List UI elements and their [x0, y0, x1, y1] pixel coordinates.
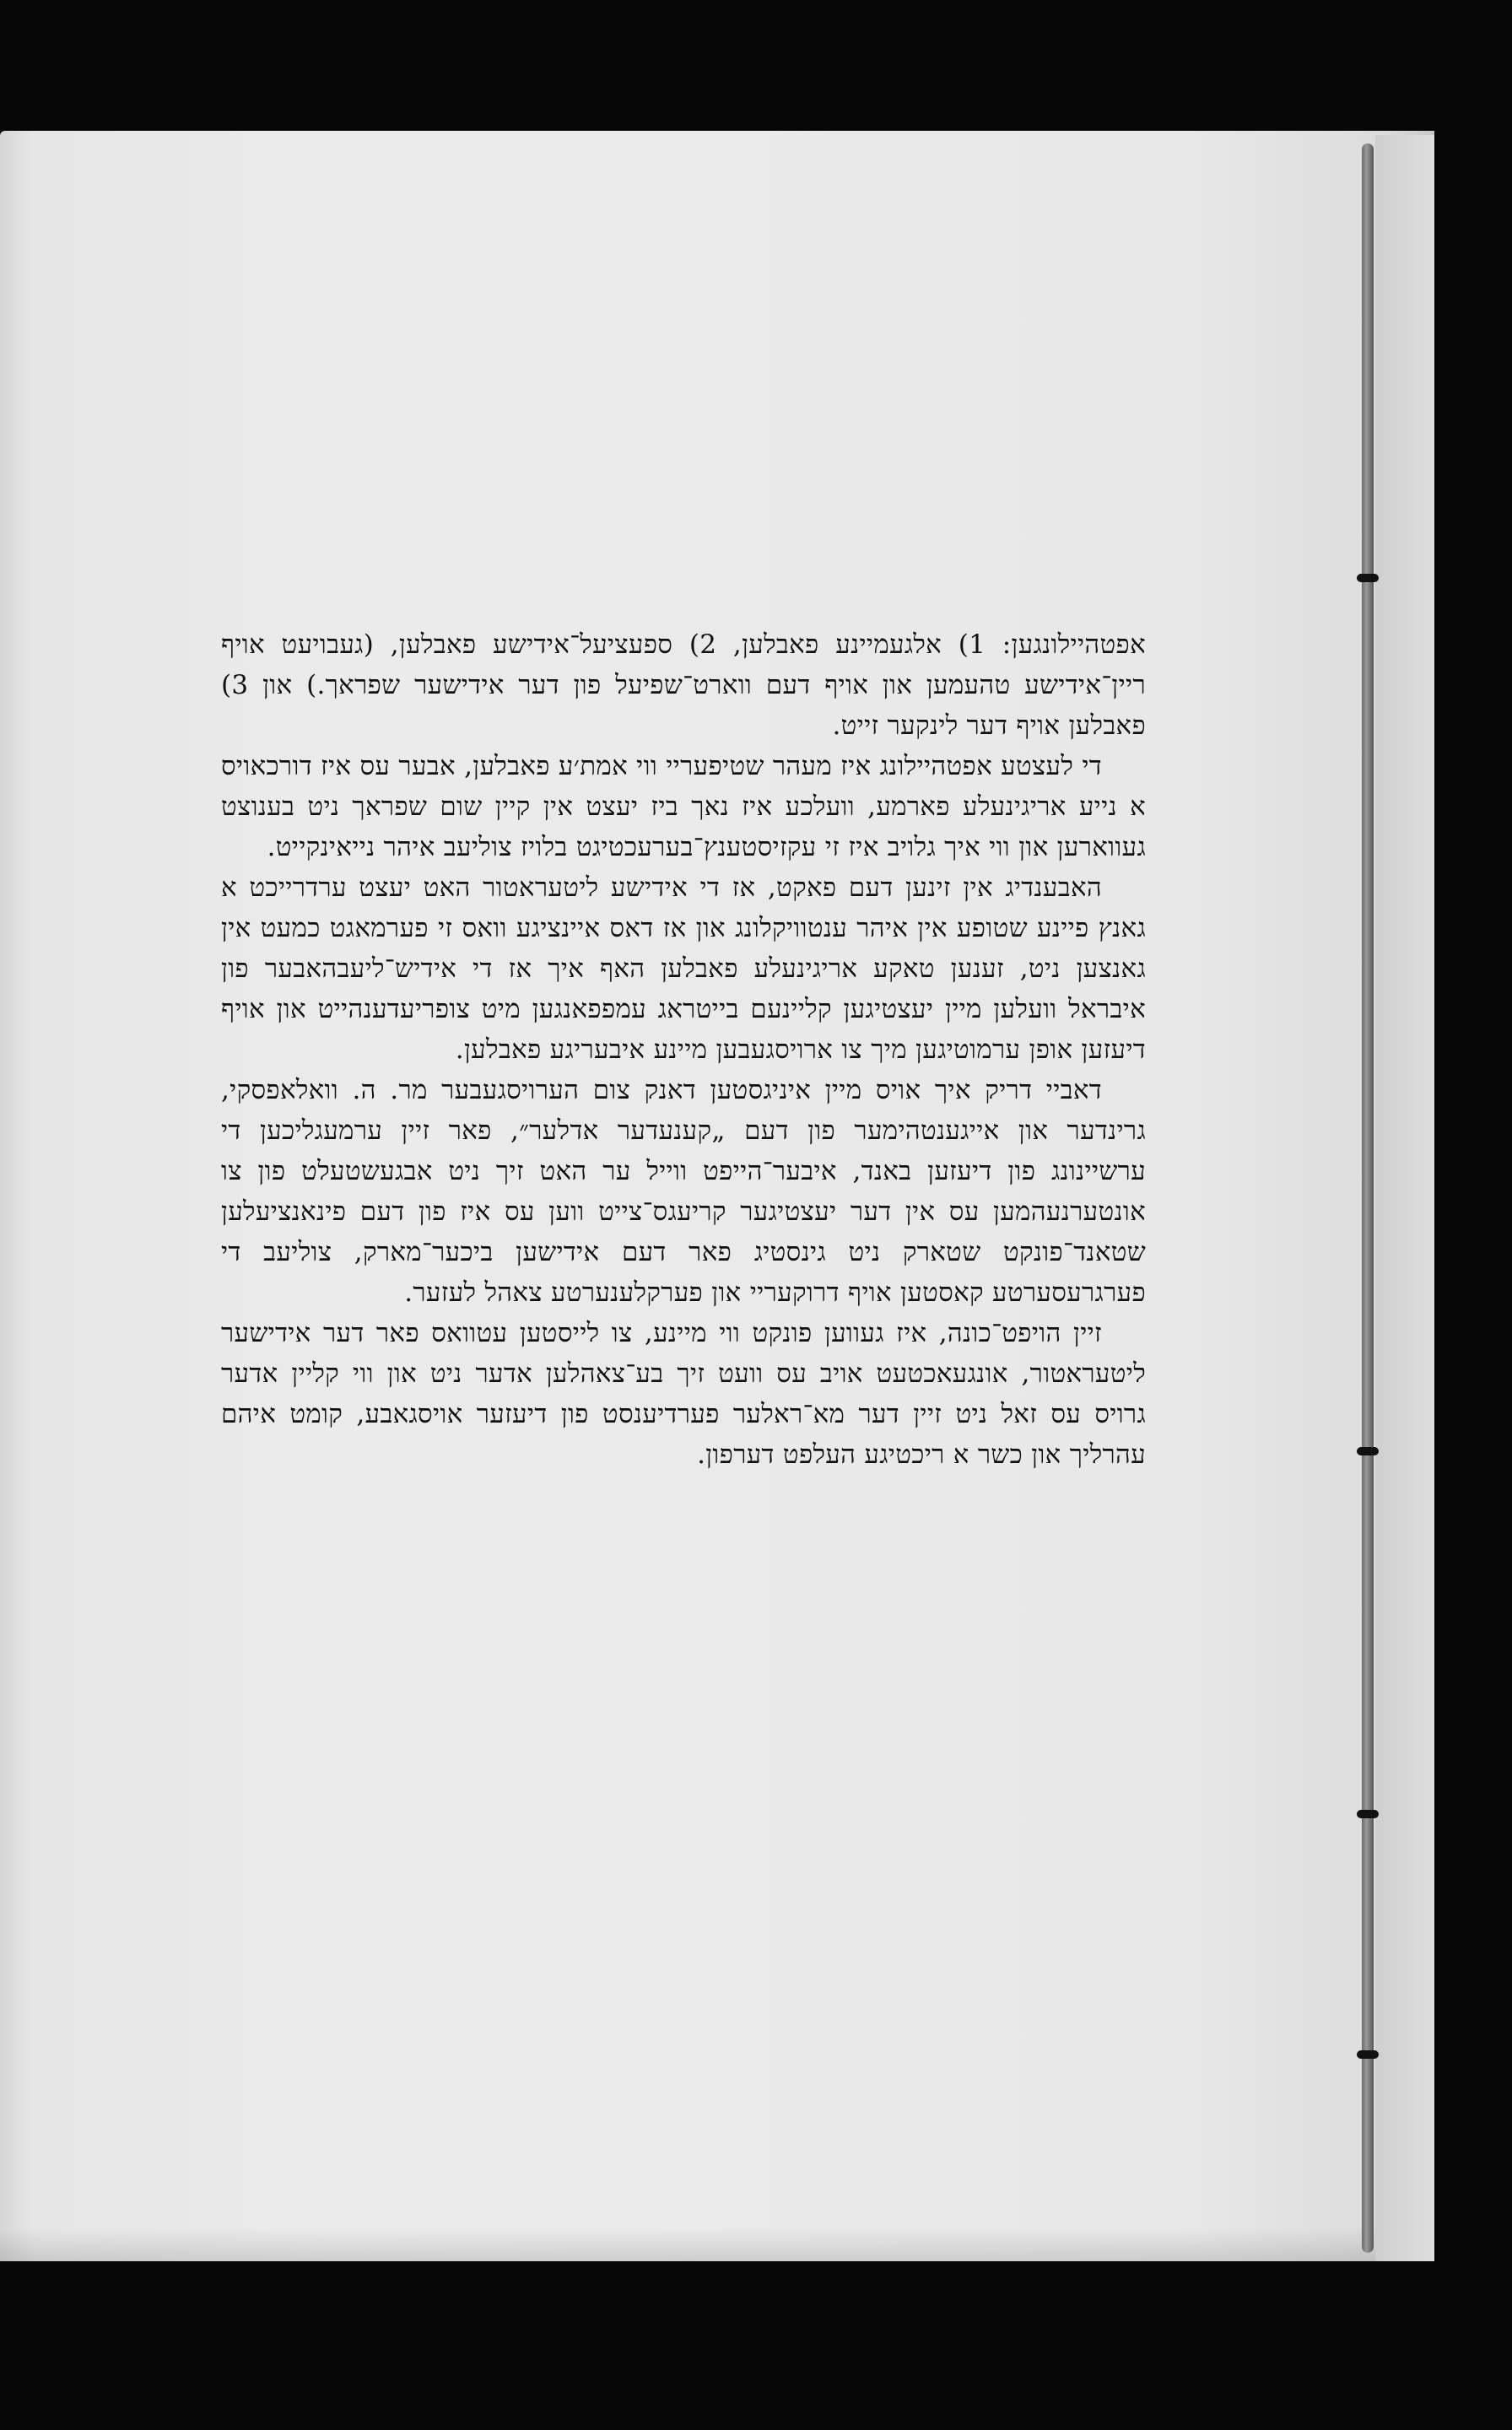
binding-strip: [1360, 143, 1375, 2253]
paragraph-5: זיין הויפט־כונה, איז געווען פונקט ווי מיינע, צו לייסטען עטוואס פאר דער אידישער ליטעראטור, אונגעאכטעט אויב עס וועט זיך בע־צאהלען אדער ניט און ווי קליין אדער גרויס עס זאל ניט זיין דער מא־ראלער פערדיענסט פון דיעזער אויסגאבע, קומט איהם עהרליך און כשר א ריכטיגע העלפט דערפון.: [221, 1318, 1146, 1470]
page-gutter: [1375, 135, 1434, 2261]
binding-stitch: [1357, 2050, 1379, 2059]
paragraph-4: דאביי דריק איך אויס מיין איניגסטען דאנק צום הערויסגעבער מר. ה. וואלאפסקי, גרינדער און אייגענטהימער פון דעם „קענעדער אדלער״, פאר זיין ערמעגליכען די ערשיינונג פון דיעזען באנד, איבער־הייפט ווייל ער האט זיך ניט אבגעשטעלט פון צו אונטערנעהמען עס אין דער יעצטיגער קריעגס־צייט ווען עס איז פון דעם פינאנציעלען שטאנד־פונקט שטארק ניט גינסטיג פאר דעם אידישען ביכער־מארק, צוליעב די פערגרעסערטע קאסטען אויף דרוקעריי און פערקלענערטע צאהל לעזער.: [221, 1075, 1146, 1308]
binding-stitch: [1357, 1810, 1379, 1818]
binding-edge: [1362, 143, 1374, 2253]
paragraph-1: אפטהיילונגען: 1) אלגעמיינע פאבלען, 2) ספעציעל־אידישע פאבלען, (געבויעט אויף ריין־אידישע טהעמען און אויף דעם ווארט־שפיעל פון דער אידישער שפראך.) און 3) פאבלען אויף דער לינקער זייט.: [221, 629, 1146, 741]
binding-stitch: [1357, 1447, 1379, 1455]
binding-stitch: [1357, 574, 1379, 582]
document-body: [221, 624, 1146, 1475]
paragraph-3: האבענדיג אין זינען דעם פאקט, אז די אידישע ליטעראטור האט יעצט ערדרייכט א גאנץ פיינע שטופע אין איהר ענטוויקלונג און אז דאס איינציגע וואס זי פערמאגט כמעט אין גאנצען ניט, זענען טאקע אריגינעלע פאבלען האף איך אז די אידיש־ליעבהאבער פון איבראל וועלען מיין יעצטיגען קליינעם בייטראג עמפפאנגען מיט צופריעדענהייט און אויף דיעזען אופן ערמוטיגען מיך צו ארויסגעבען מיינע איבעריגע פאבלען.: [221, 872, 1146, 1065]
paragraph-2: די לעצטע אפטהיילונג איז מעהר שטיפעריי ווי אמת׳ע פאבלען, אבער עס איז דורכאויס א נייע אריגינעלע פארמע, וועלכע איז נאך ביז יעצט אין קיין שום שפראך ניט בענוצט געווארען און ווי איך גלויב איז זי עקזיסטענץ־בערעכטיגט בלויז צוליעב איהר נייאינקייט.: [220, 751, 1146, 862]
